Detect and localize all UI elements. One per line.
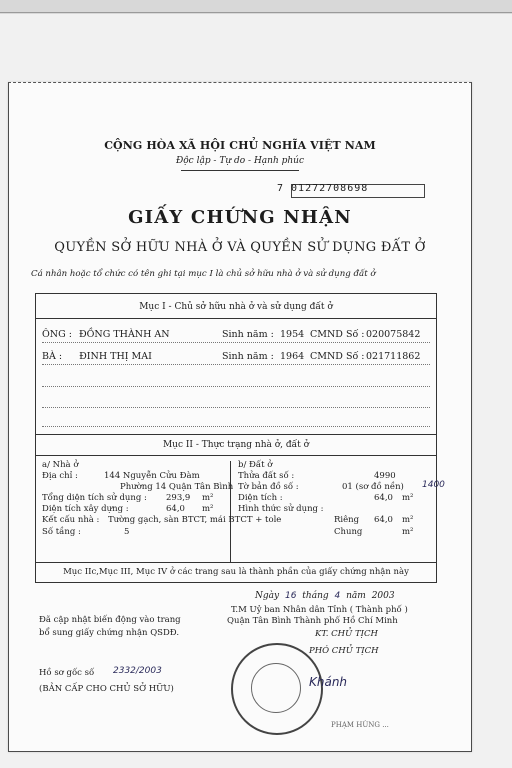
shared-unit: m² bbox=[402, 527, 414, 537]
parcel-value: 4990 bbox=[374, 471, 396, 481]
private-value: 64,0 bbox=[374, 515, 393, 525]
private-unit: m² bbox=[402, 515, 414, 525]
address-line-2: Phường 14 Quận Tân Bình bbox=[120, 482, 234, 492]
section1-heading: Mục I - Chủ sở hữu nhà ở và sử dụng đất ở bbox=[139, 302, 333, 312]
id-number: 020075842 bbox=[366, 329, 421, 340]
birth-label: Sinh năm : bbox=[222, 351, 274, 362]
floors-value: 5 bbox=[124, 527, 130, 537]
dotted-line bbox=[42, 342, 430, 343]
section1-divider bbox=[36, 318, 436, 319]
structure-value: Tường gạch, sàn BTCT, mái BTCT + tole bbox=[108, 515, 282, 525]
owner-name: ĐỒNG THÀNH AN bbox=[78, 329, 170, 340]
section-footer-note: Mục IIc,Mục III, Mục IV ở các trang sau là thành phần của giấy chứng nhận này bbox=[63, 567, 409, 577]
update-note-line-1: Đã cập nhật biến động vào trang bbox=[39, 615, 181, 625]
serial-number: 7 01272708698 bbox=[277, 183, 369, 194]
certificate-sheet bbox=[8, 82, 472, 752]
land-area-label: Diện tích : bbox=[238, 493, 283, 503]
authority-line-1: T.M Uỷ ban Nhân dân Tỉnh ( Thành phố ) bbox=[231, 605, 408, 615]
land-area-value: 64,0 bbox=[374, 493, 393, 503]
owner-row-2 bbox=[42, 351, 421, 362]
section2-heading: Mục II - Thực trạng nhà ở, đất ở bbox=[162, 440, 310, 450]
dotted-line bbox=[42, 426, 430, 427]
document-title: GIẤY CHỨNG NHẬN bbox=[128, 207, 352, 228]
country-heading: CỘNG HÒA XÃ HỘI CHỦ NGHĨA VIỆT NAM bbox=[104, 139, 376, 152]
authority-line-2: Quận Tân Bình Thành phố Hồ Chí Minh bbox=[227, 616, 398, 626]
address-line-1: 144 Nguyễn Cửu Đàm bbox=[104, 471, 200, 481]
signature: Khánh bbox=[309, 675, 348, 689]
main-table bbox=[35, 293, 445, 583]
date-month: 4 bbox=[334, 591, 341, 601]
year-label: năm bbox=[346, 591, 366, 601]
section2-top-divider bbox=[36, 434, 436, 435]
file-number: 2332/2003 bbox=[113, 666, 162, 676]
map-handwritten-note: 1400 bbox=[422, 480, 445, 490]
signer-role: PHÓ CHỦ TỊCH bbox=[309, 646, 379, 656]
id-label: CMND Số : bbox=[310, 351, 365, 362]
update-note-line-2: bổ sung giấy chứng nhận QSDĐ. bbox=[39, 628, 180, 638]
signer-name: PHẠM HÙNG ... bbox=[331, 721, 389, 729]
section2-divider bbox=[36, 455, 436, 456]
file-label: Hồ sơ gốc số bbox=[39, 668, 95, 678]
date-prefix: Ngày bbox=[255, 591, 280, 601]
land-label: b/ Đất ở bbox=[238, 460, 273, 470]
total-area-unit: m² bbox=[202, 493, 214, 503]
construction-area-label: Diện tích xây dựng : bbox=[42, 504, 129, 514]
intro-note: Cá nhân hoặc tổ chức có tên ghi tại mục I là chủ sở hữu nhà ở và sử dụng đất ở bbox=[31, 269, 376, 279]
motto: Độc lập - Tự do - Hạnh phúc bbox=[175, 156, 305, 166]
construction-area-unit: m² bbox=[202, 504, 214, 514]
birth-year: 1954 bbox=[280, 329, 305, 340]
birth-year: 1964 bbox=[280, 351, 305, 362]
floors-label: Số tầng : bbox=[42, 527, 81, 537]
owner-row-1 bbox=[42, 329, 421, 340]
house-label: a/ Nhà ở bbox=[42, 460, 79, 470]
seal-emblem bbox=[251, 663, 301, 713]
private-label: Riêng bbox=[334, 515, 360, 525]
top-divider bbox=[0, 12, 512, 13]
construction-area-value: 64,0 bbox=[166, 504, 185, 514]
address-label: Địa chỉ : bbox=[42, 471, 78, 481]
date-day: 16 bbox=[284, 591, 297, 601]
date-year: 2003 bbox=[371, 591, 395, 601]
total-area-label: Tổng diện tích sử dụng : bbox=[42, 493, 147, 503]
on-behalf: KT. CHỦ TỊCH bbox=[315, 629, 378, 639]
id-number: 021711862 bbox=[366, 351, 421, 362]
owner-prefix: ÔNG : bbox=[42, 329, 72, 340]
dotted-line bbox=[42, 386, 430, 387]
dotted-line bbox=[42, 364, 430, 365]
owner-name: ĐINH THỊ MAI bbox=[79, 351, 152, 362]
total-area-value: 293,9 bbox=[166, 493, 191, 503]
month-label: tháng bbox=[302, 591, 329, 601]
owner-prefix: BÀ : bbox=[42, 351, 63, 362]
map-label: Tờ bản đồ số : bbox=[238, 482, 299, 492]
copy-note: (BẢN CẤP CHO CHỦ SỞ HỮU) bbox=[39, 684, 174, 694]
motto-underline bbox=[181, 170, 299, 171]
map-value: 01 (sơ đồ nền) bbox=[342, 482, 404, 492]
parcel-label: Thửa đất số : bbox=[238, 471, 295, 481]
signing-date bbox=[255, 591, 395, 601]
use-form-label: Hình thức sử dụng : bbox=[238, 504, 324, 514]
id-label: CMND Số : bbox=[310, 329, 365, 340]
structure-label: Kết cấu nhà : bbox=[42, 515, 100, 525]
birth-label: Sinh năm : bbox=[222, 329, 274, 340]
shared-label: Chung bbox=[334, 527, 363, 537]
land-area-unit: m² bbox=[402, 493, 414, 503]
dotted-line bbox=[42, 407, 430, 408]
footer-divider bbox=[36, 562, 436, 563]
document-subtitle: QUYỀN SỞ HỮU NHÀ Ở VÀ QUYỀN SỬ DỤNG ĐẤT Ở bbox=[54, 240, 426, 255]
column-divider bbox=[230, 461, 231, 562]
